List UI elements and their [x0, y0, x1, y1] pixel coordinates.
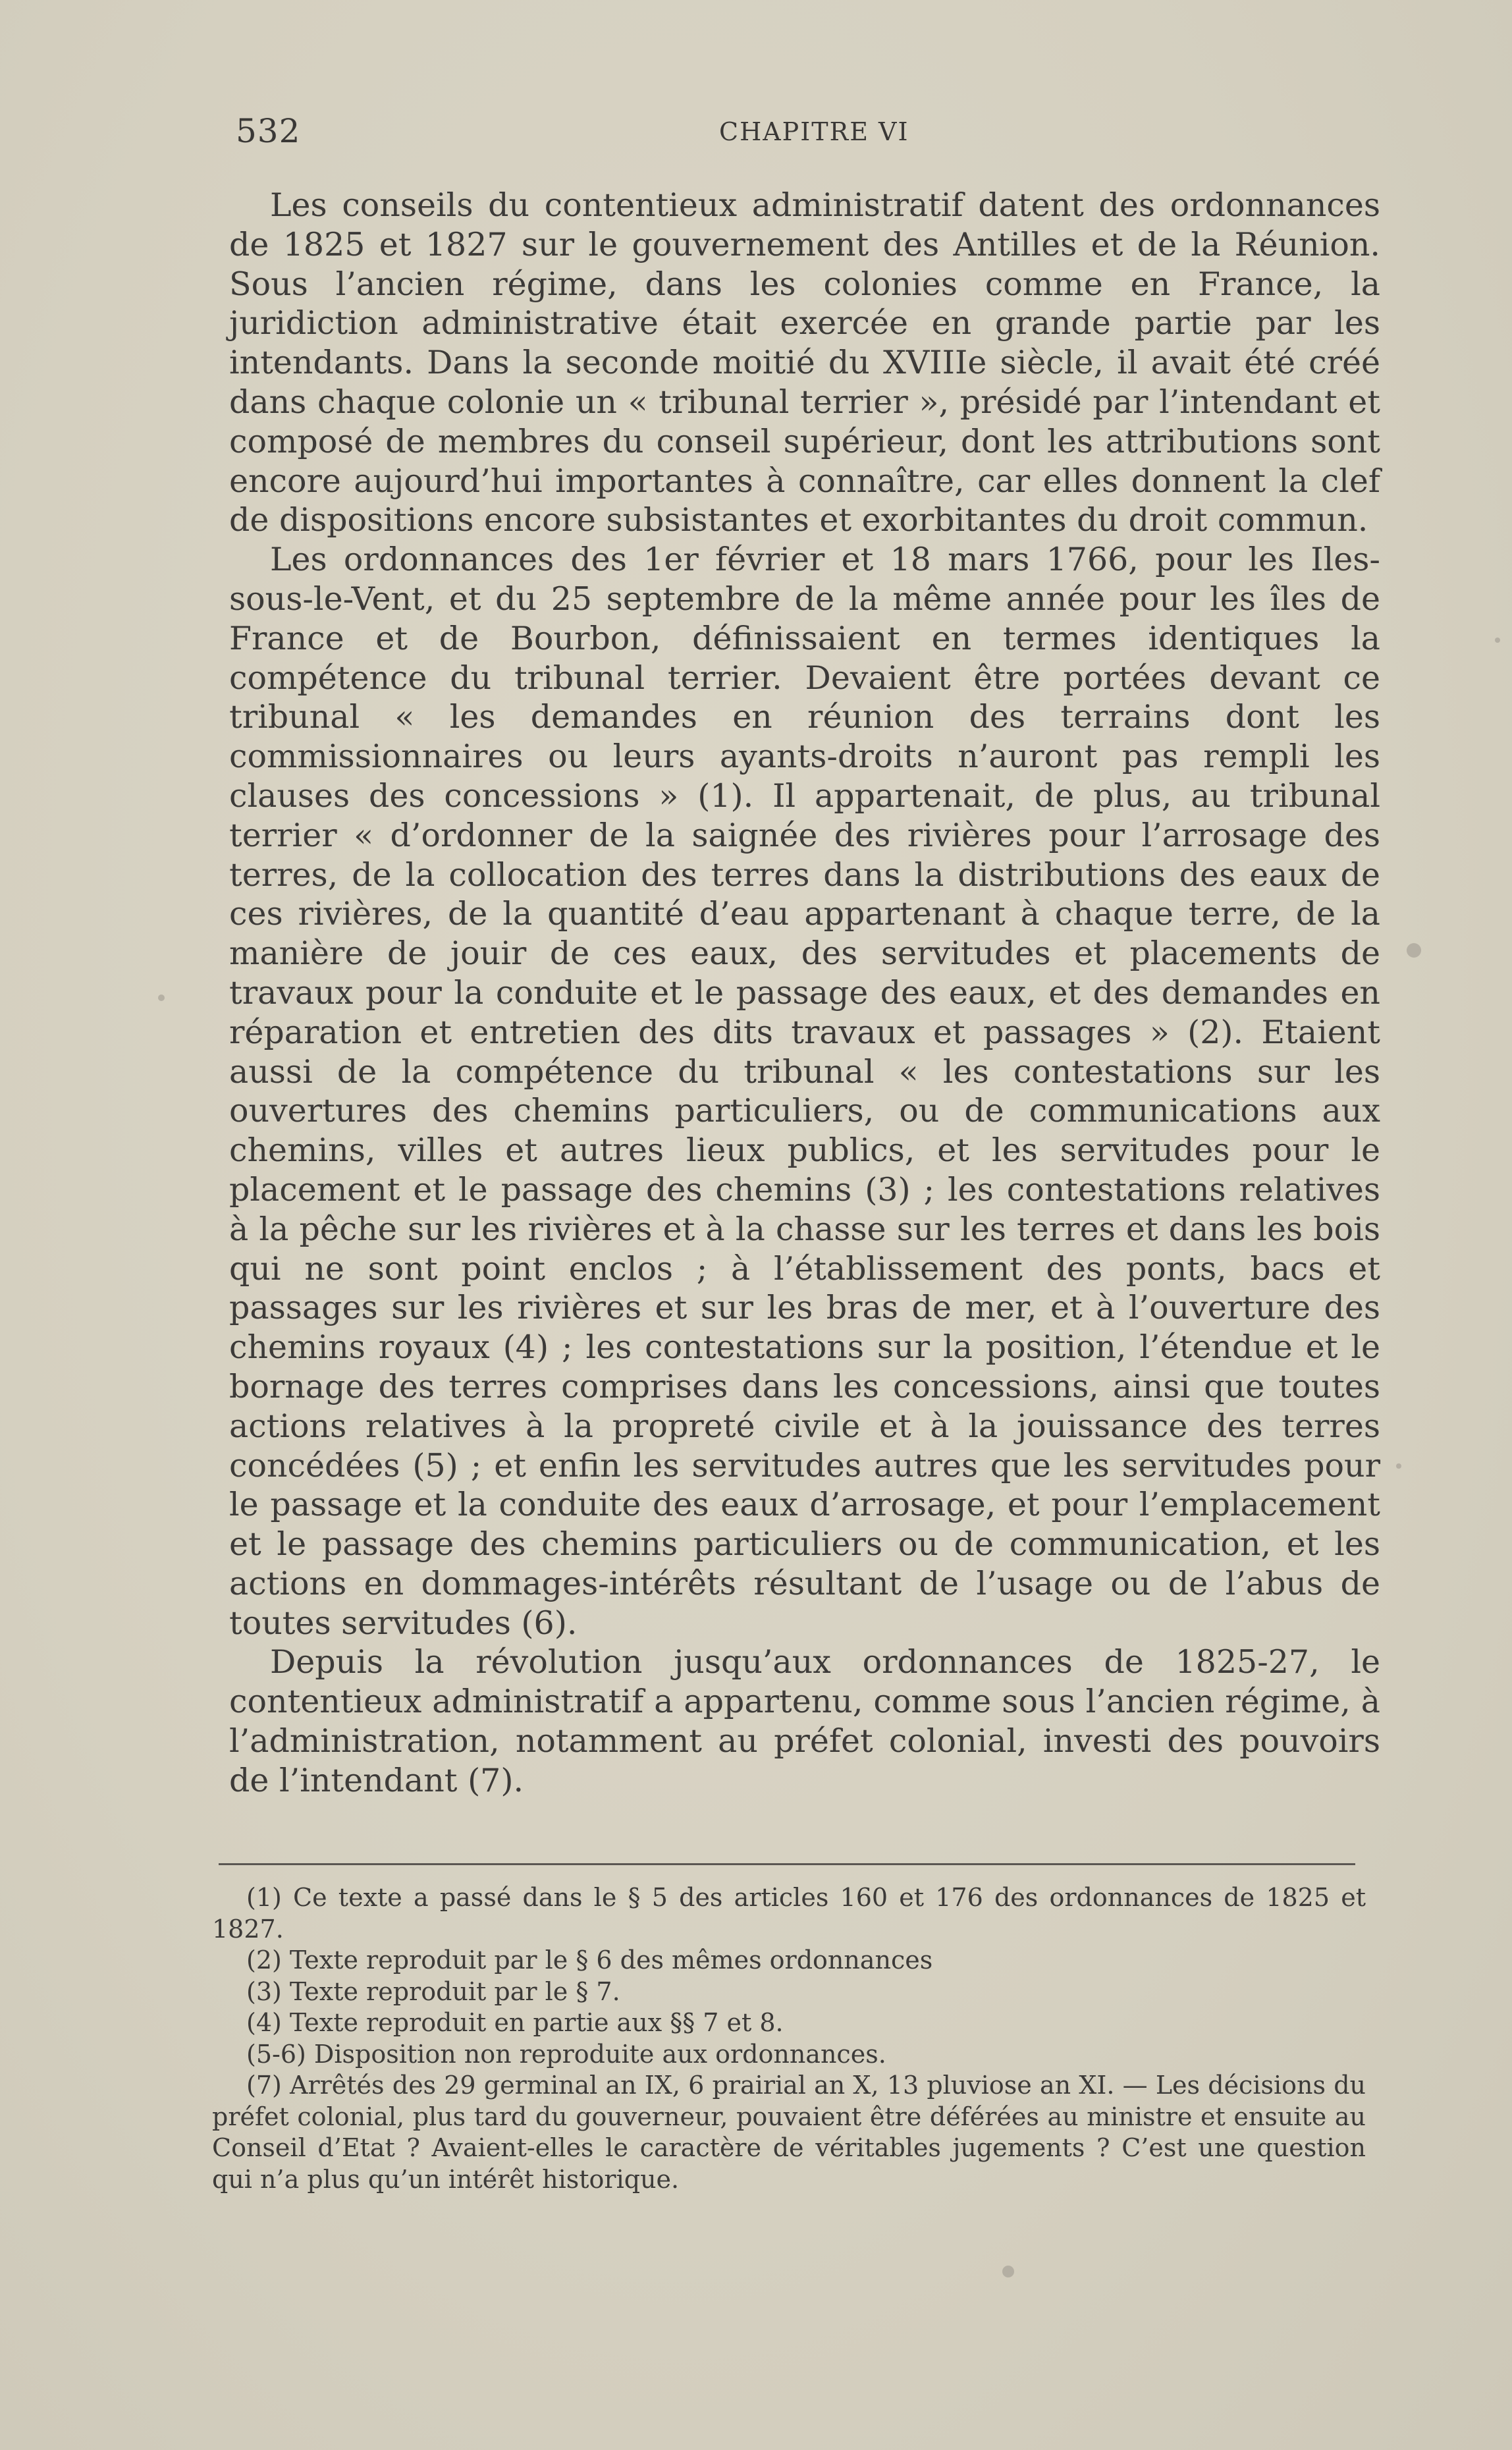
- page-header: [230, 112, 1363, 158]
- footnote: (7) Arrêtés des 29 germinal an IX, 6 prairial an X, 13 pluviose an XI. — Les décisions du préfet colonial, plus tard du gouverneur, pouvaient être déférées au ministre et ensuite au Conseil d’Etat ? Avaient-elles le caractère de véritables jugements ? C’est une question qui n’a plus qu’un intérêt historique.: [212, 2071, 1366, 2194]
- page-number: 532: [236, 112, 301, 150]
- paper-speck: [1495, 638, 1500, 643]
- footnote: (5-6) Disposition non reproduite aux ordonnances.: [246, 2039, 886, 2069]
- footnote-divider: [219, 1863, 1355, 1865]
- paper-speck: [158, 994, 165, 1001]
- footnote: (4) Texte reproduit en partie aux §§ 7 et 8.: [246, 2008, 784, 2037]
- footnote: (2) Texte reproduit par le § 6 des mêmes ordonnances: [246, 1946, 933, 1974]
- paragraph: Les ordonnances des 1er février et 18 mars 1766, pour les Iles-sous-le-Vent, et du 25 septembre de la même année pour les îles de France et de Bourbon, définissaient en termes identiques la compétence du tribunal terrier. Devaient être portées devant ce tribunal « les demandes en réunion des terrains dont les commissionnaires ou leurs ayants-droits n’auront pas rempli les clauses des concessions » (1). Il appartenait, de plus, au tribunal terrier « d’ordonner de la saignée des rivières pour l’arrosage des terres, de la collocation des terres dans la distributions des eaux de ces rivières, de la quantité d’eau appartenant à chaque terre, de la manière de jouir de ces eaux, des servitudes et placements de travaux pour la conduite et le passage des eaux, et des demandes en réparation et entretien des dits travaux et passages » (2). Etaient aussi de la compétence du tribunal « les contestations sur les ouvertures des chemins particuliers, ou de communications aux chemins, villes et autres lieux publics, et les servitudes pour le placement et le passage des chemins (3) ; les contestations relatives à la pêche sur les rivières et à la chasse sur les terres et dans les bois qui ne sont point enclos ; à l’établissement des ponts, bacs et passages sur les rivières et sur les bras de mer, et à l’ouverture des chemins royaux (4) ; les contestations sur la position, l’étendue et le bornage des terres comprises dans les concessions, ainsi que toutes actions relatives à la propreté civile et à la jouissance des terres concédées (5) ; et enfin les servitudes autres que les servitudes pour le passage et la conduite des eaux d’arrosage, et pour l’emplacement et le passage des chemins particuliers ou de communication, et les actions en dommages-intérêts résultant de l’usage ou de l’abus de toutes servitudes (6).: [229, 541, 1380, 1642]
- paper-speck: [1396, 1463, 1401, 1469]
- paper-speck: [1002, 2266, 1014, 2277]
- footnotes: [212, 1882, 1366, 2195]
- main-text: [229, 186, 1380, 1801]
- paragraph: Les conseils du contentieux administratif datent des ordonnances de 1825 et 1827 sur le gouvernement des Antilles et de la Réunion. Sous l’ancien régime, dans les colonies comme en France, la juridiction administrative était exercée en grande partie par les intendants. Dans la seconde moitié du XVIIIe siècle, il avait été créé dans chaque colonie un « tribunal terrier », présidé par l’intendant et composé de membres du conseil supérieur, dont les attributions sont encore aujourd’hui importantes à connaître, car elles donnent la clef de dispositions encore subsistantes et exorbitantes du droit commun.: [229, 186, 1380, 539]
- footnote: (1) Ce texte a passé dans le § 5 des articles 160 et 176 des ordonnances de 1825 et 1827.: [212, 1883, 1366, 1944]
- paper-speck: [1407, 943, 1421, 958]
- footnote: (3) Texte reproduit par le § 7.: [246, 1976, 620, 2006]
- paragraph: Depuis la révolution jusqu’aux ordonnances de 1825-27, le contentieux administratif a appartenu, comme sous l’ancien régime, à l’administration, notamment au préfet colonial, investi des pouvoirs de l’intendant (7).: [229, 1643, 1380, 1799]
- running-head: CHAPITRE VI: [719, 117, 909, 146]
